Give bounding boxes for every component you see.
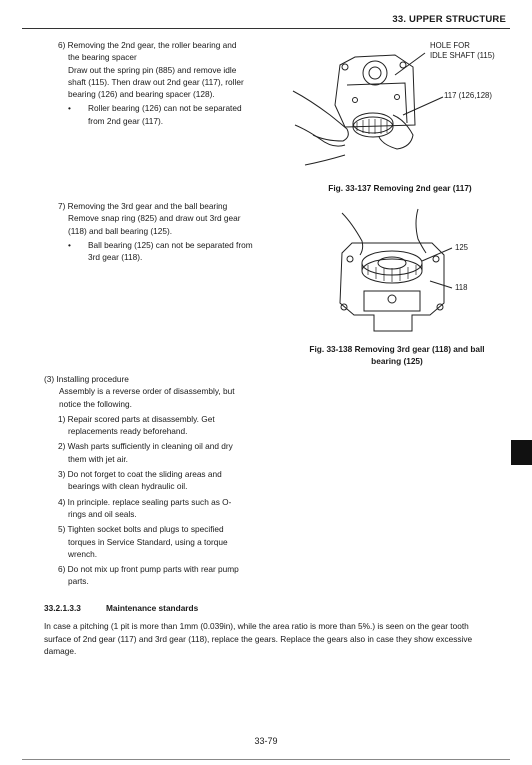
maintenance-title: Maintenance standards <box>106 603 199 613</box>
fig137-label-gear: 117 (126,128) <box>444 91 492 100</box>
installing-item-line: torques in Service Standard, using a torque <box>68 536 228 547</box>
installing-intro-line: notice the following. <box>59 398 132 409</box>
installing-item <box>58 413 274 438</box>
maintenance-body <box>44 620 510 658</box>
installing-list <box>44 413 274 588</box>
maintenance-body-line: In case a pitching (1 pit is more than 1mm (0.039in), while the area ratio is more than 5%.) is seen on the gear tooth <box>44 621 469 631</box>
bullet-mark: • <box>68 239 71 250</box>
installing-title: (3) Installing procedure <box>44 374 129 384</box>
installing-item-line: 6) Do not mix up front pump parts with rear pump <box>58 564 239 575</box>
fig137-label-hole-line2: IDLE SHAFT (115) <box>430 51 495 60</box>
fig138-caption-line1: Fig. 33-138 Removing 3rd gear (118) and ball <box>309 344 485 354</box>
step-6-body-line: Draw out the spring pin (885) and remove idle <box>68 64 237 75</box>
step-7-block <box>58 200 273 263</box>
figure-3rd-gear-removal <box>322 203 462 338</box>
fig138-caption-line2: bearing (125) <box>371 356 423 366</box>
section-thumb-tab <box>511 440 532 465</box>
installing-item <box>58 440 274 465</box>
fig137-label-hole <box>430 41 495 61</box>
maintenance-heading <box>44 603 198 613</box>
maintenance-number: 33.2.1.3.3 <box>44 603 81 613</box>
installing-item-line: them with jet air. <box>68 453 128 464</box>
bullet-mark: • <box>68 103 71 114</box>
step-7-body-line: Remove snap ring (825) and draw out 3rd gear <box>68 213 241 224</box>
installing-item <box>58 563 274 588</box>
fig138-caption <box>292 343 502 367</box>
installing-item-line: 5) Tighten socket bolts and plugs to specified <box>58 524 224 535</box>
installing-item-line: rings and oil seals. <box>68 508 137 519</box>
step-7-title: 7) Removing the 3rd gear and the ball bearing <box>58 201 228 211</box>
installing-item-line: 3) Do not forget to coat the sliding areas and <box>58 469 222 480</box>
step-7-body-line: (118) and ball bearing (125). <box>68 225 173 236</box>
installing-item-line: 1) Repair scored parts at disassembly. Get <box>58 413 215 424</box>
installing-item <box>58 496 274 521</box>
step-7-bullet <box>58 239 273 264</box>
page-number: 33-79 <box>254 736 278 746</box>
step-6-bullet-line: Roller bearing (126) can not be separated <box>88 103 242 114</box>
step-6-body-line: shaft (115). Then draw out 2nd gear (117), roller <box>68 76 244 87</box>
maintenance-body-line: surface of 2nd gear (117) and 3rd gear (118), replace the gears. Replace the gears also in case they show excessive <box>44 633 473 644</box>
installing-procedure-block <box>44 373 274 588</box>
step-6-title-cont: the bearing spacer <box>68 52 137 63</box>
installing-intro-line: Assembly is a reverse order of disassembly, but <box>59 386 235 397</box>
header-rule <box>22 28 510 29</box>
installing-item-line: bearings with clean hydraulic oil. <box>68 481 188 492</box>
page-header-title: 33. UPPER STRUCTURE <box>392 14 506 25</box>
installing-item <box>58 468 274 493</box>
step-6-title: 6) Removing the 2nd gear, the roller bearing and <box>58 40 237 50</box>
step-7-bullet-line: 3rd gear (118). <box>88 252 143 263</box>
step-6-block <box>58 39 273 127</box>
installing-item-line: parts. <box>68 576 89 587</box>
step-6-bullet-line: from 2nd gear (117). <box>88 115 164 126</box>
figure-2nd-gear-removal <box>285 45 510 175</box>
fig138-label-125: 125 <box>455 243 469 252</box>
installing-item-line: 4) In principle. replace sealing parts such as O- <box>58 496 232 507</box>
maintenance-body-line: damage. <box>44 646 77 656</box>
step-6-body-line: bearing (126) and bearing spacer (128). <box>68 89 215 100</box>
installing-item-line: replacements ready beforehand. <box>68 426 188 437</box>
footer-rule <box>22 759 510 760</box>
installing-item-line: wrench. <box>68 548 98 559</box>
step-7-bullet-line: Ball bearing (125) can not be separated from <box>88 239 253 250</box>
installing-item-line: 2) Wash parts sufficiently in cleaning oil and dry <box>58 441 233 452</box>
fig137-caption: Fig. 33-137 Removing 2nd gear (117) <box>328 183 472 193</box>
fig138-label-118: 118 <box>455 283 468 292</box>
step-6-bullet <box>58 102 273 127</box>
fig137-label-hole-line1: HOLE FOR <box>430 41 470 50</box>
installing-item <box>58 523 274 560</box>
